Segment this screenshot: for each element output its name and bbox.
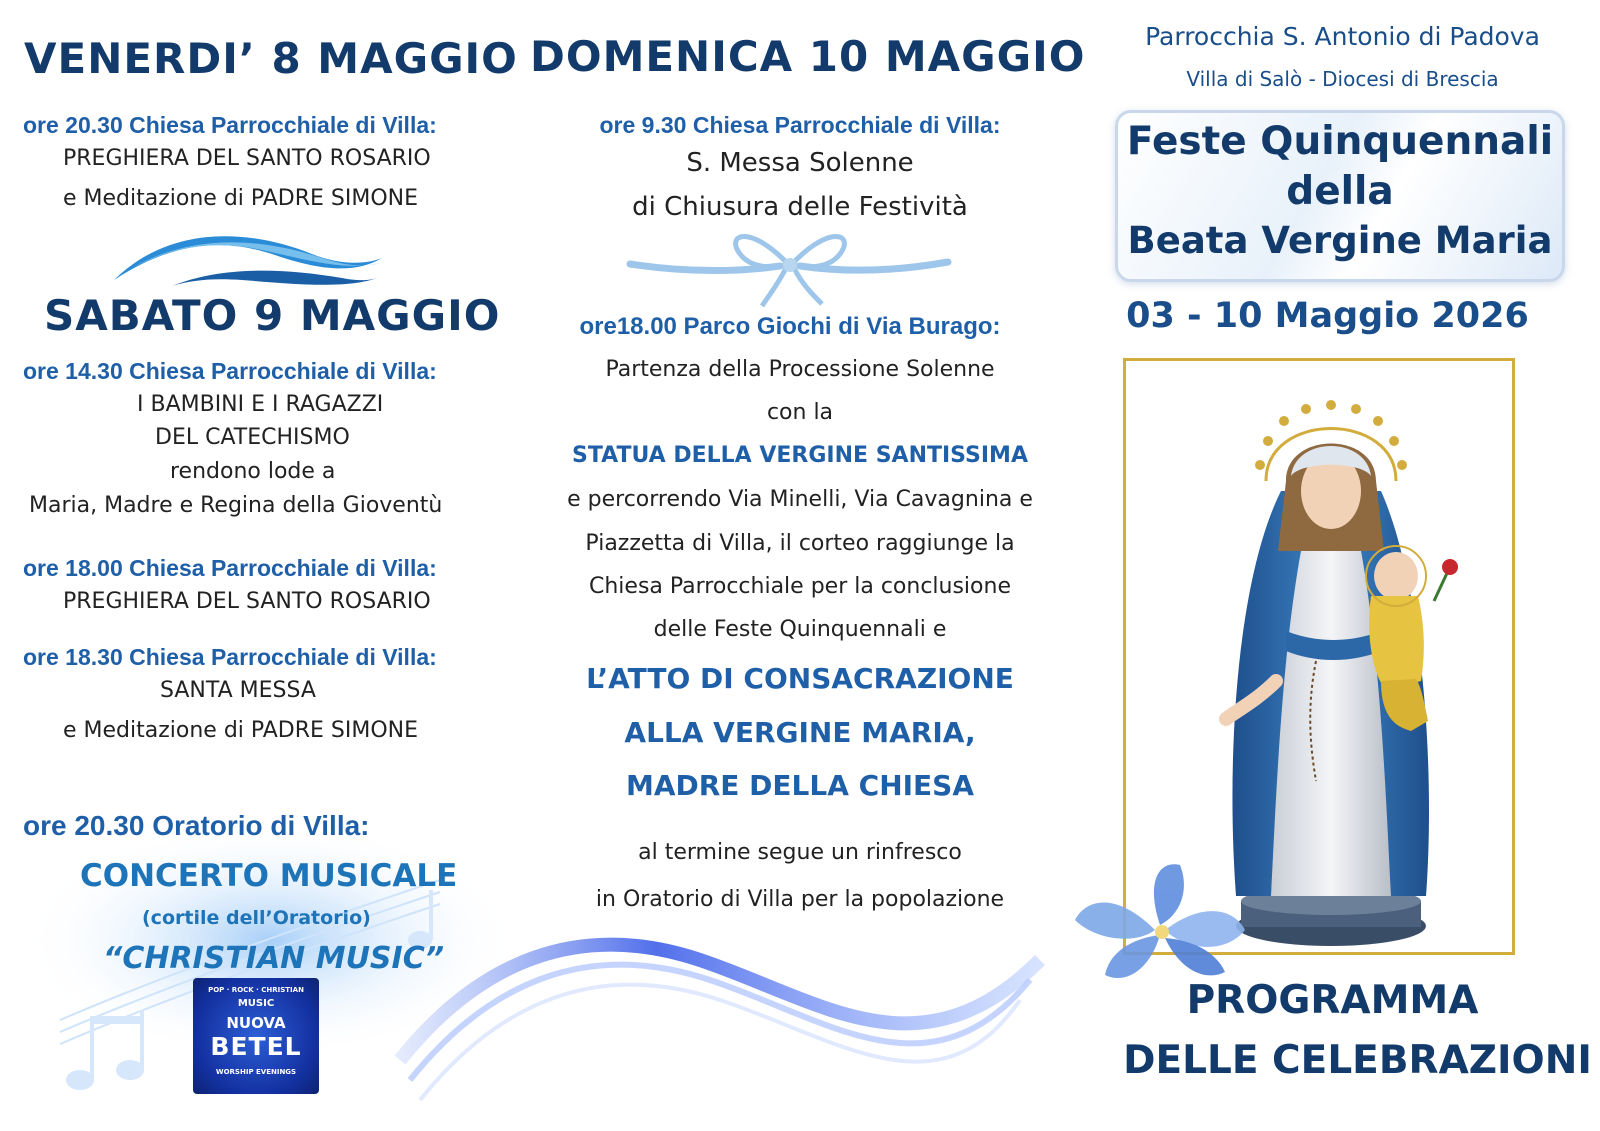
blue-flower-icon xyxy=(1065,860,1265,990)
saturday-event3-line: e Meditazione di PADRE SIMONE xyxy=(63,718,419,743)
right-column xyxy=(1085,0,1600,1131)
logo-line1: NUOVA xyxy=(226,1014,286,1032)
diocese-name: Villa di Salò - Diocesi di Brescia xyxy=(1186,67,1499,91)
program-title-line: PROGRAMMA xyxy=(1186,978,1479,1023)
feast-title-line: Feste Quinquennali xyxy=(1126,119,1554,164)
consecration-line: ALLA VERGINE MARIA, xyxy=(624,716,976,749)
procession-line: Partenza della Processione Solenne xyxy=(605,357,995,382)
procession-line: con la xyxy=(766,400,834,425)
saturday-event1-line: Maria, Madre e Regina della Gioventù xyxy=(29,493,443,518)
feast-title-box xyxy=(1115,110,1565,282)
consecration-line: MADRE DELLA CHIESA xyxy=(625,769,975,802)
logo-top-text: POP · ROCK · CHRISTIAN xyxy=(208,986,304,994)
nuova-betel-logo xyxy=(193,978,319,1094)
route-line: Piazzetta di Villa, il corteo raggiunge la xyxy=(585,531,1015,556)
closing-line: in Oratorio di Villa per la popolazione xyxy=(595,887,1005,912)
sunday-event1-line: di Chiusura delle Festività xyxy=(632,192,968,222)
route-line: delle Feste Quinquennali e xyxy=(653,617,947,642)
saturday-event1-line: DEL CATECHISMO xyxy=(155,425,350,450)
sunday-title: DOMENICA 10 MAGGIO xyxy=(530,32,1086,81)
route-line: Chiesa Parrocchiale per la conclusione xyxy=(589,574,1011,599)
wave-decoration-icon xyxy=(112,228,384,288)
logo-music-text: MUSIC xyxy=(237,998,275,1009)
concert-location: (cortile dell’Oratorio) xyxy=(142,907,371,929)
route-line: e percorrendo Via Minelli, Via Cavagnina e xyxy=(567,487,1033,512)
light-wave-icon xyxy=(400,920,1040,1120)
feast-title-line: Beata Vergine Maria xyxy=(1127,219,1553,262)
logo-line2: BETEL xyxy=(210,1032,302,1061)
sunday-event1-line: S. Messa Solenne xyxy=(686,148,914,178)
feast-title-line: della xyxy=(1286,169,1394,214)
saturday-event1-line: rendono lode a xyxy=(170,459,336,484)
saturday-event3-line: SANTA MESSA xyxy=(160,678,316,703)
saturday-event4-time: ore 20.30 Oratorio di Villa: xyxy=(23,810,370,841)
saturday-event2-time: ore 18.00 Chiesa Parrocchiale di Villa: xyxy=(23,555,437,581)
consecration-line: L’ATTO DI CONSACRAZIONE xyxy=(586,662,1014,695)
concert-title: CONCERTO MUSICALE xyxy=(80,858,458,894)
saturday-event3-time: ore 18.30 Chiesa Parrocchiale di Villa: xyxy=(23,644,437,670)
saturday-title: SABATO 9 MAGGIO xyxy=(44,291,501,340)
logo-bottom-text: WORSHIP EVENINGS xyxy=(215,1068,297,1076)
sunday-event1-time: ore 9.30 Chiesa Parrocchiale di Villa: xyxy=(599,112,1001,138)
program-title-line: DELLE CELEBRAZIONI xyxy=(1123,1038,1592,1083)
saturday-event1-time: ore 14.30 Chiesa Parrocchiale di Villa: xyxy=(23,358,437,384)
friday-event1-time: ore 20.30 Chiesa Parrocchiale di Villa: xyxy=(23,112,437,138)
sunday-event2-time: ore18.00 Parco Giochi di Via Burago: xyxy=(579,313,1001,340)
friday-event1-line: e Meditazione di PADRE SIMONE xyxy=(63,186,419,211)
friday-event1-line: PREGHIERA DEL SANTO ROSARIO xyxy=(63,146,431,171)
saturday-event1-line: I BAMBINI E I RAGAZZI xyxy=(137,392,384,417)
ribbon-bow-icon xyxy=(630,224,950,310)
statue-highlight: STATUA DELLA VERGINE SANTISSIMA xyxy=(572,443,1028,468)
parish-name: Parrocchia S. Antonio di Padova xyxy=(1145,22,1540,51)
closing-line: al termine segue un rinfresco xyxy=(638,840,962,865)
saturday-event2-line: PREGHIERA DEL SANTO ROSARIO xyxy=(63,589,431,614)
feast-dates: 03 - 10 Maggio 2026 xyxy=(1126,296,1529,336)
concert-name: “CHRISTIAN MUSIC” xyxy=(103,941,445,976)
friday-title: VENERDI’ 8 MAGGIO xyxy=(24,34,518,83)
